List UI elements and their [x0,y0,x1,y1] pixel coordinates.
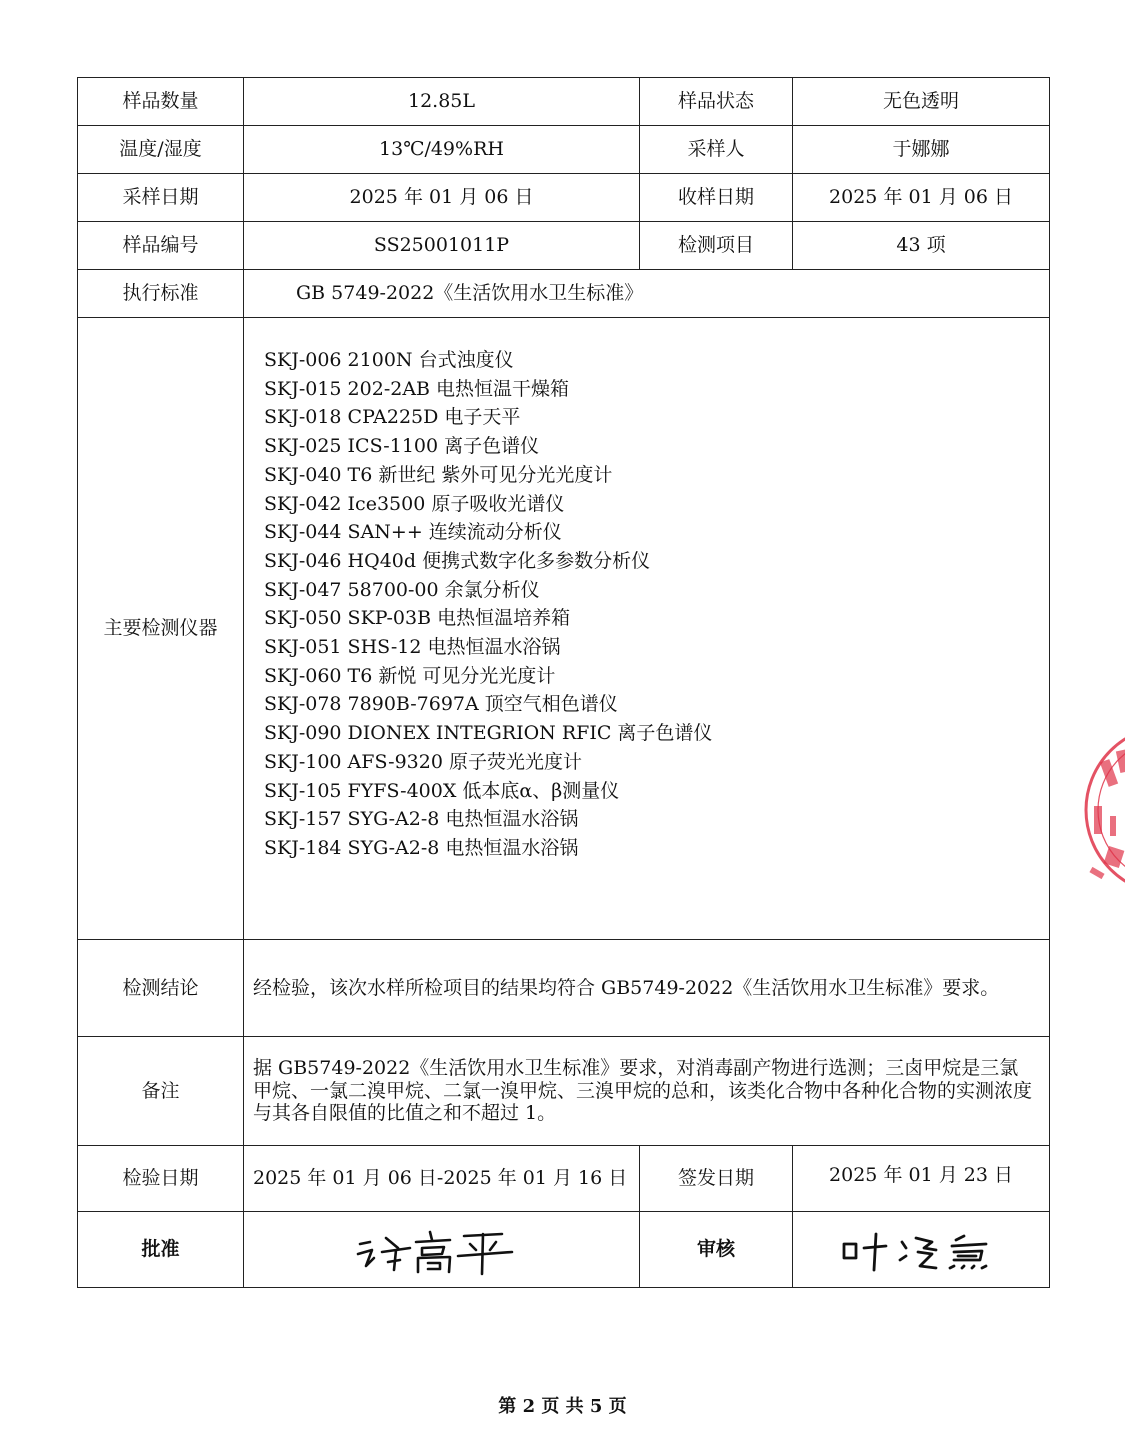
standard-label: 执行标准 [78,270,244,318]
instrument-item: SKJ-184 SYG-A2-8 电热恒温水浴锅 [264,836,579,859]
temp-label: 温度/湿度 [78,126,244,174]
state-value: 无色透明 [793,78,1050,126]
official-seal-icon [1082,720,1125,900]
receive-date-label: 收样日期 [640,174,793,222]
row-quantity [78,78,1050,126]
remark-label: 备注 [78,1037,244,1146]
instrument-item: SKJ-060 T6 新悦 可见分光光度计 [264,664,556,687]
sample-date-label: 采样日期 [78,174,244,222]
row-signatures [78,1212,1050,1288]
instrument-list [244,318,1050,940]
row-conclusion [78,940,1050,1037]
report-table [77,77,1050,1288]
approve-signature [244,1212,640,1288]
row-test-date [78,1146,1050,1212]
quantity-label: 样品数量 [78,78,244,126]
row-instruments [78,318,1050,940]
sampler-label: 采样人 [640,126,793,174]
row-temp [78,126,1050,174]
instrument-item: SKJ-100 AFS-9320 原子荧光光度计 [264,750,582,773]
reviewer-signature [836,1226,1006,1274]
instrument-item: SKJ-157 SYG-A2-8 电热恒温水浴锅 [264,808,579,831]
state-label: 样品状态 [640,78,793,126]
instrument-item: SKJ-018 CPA225D 电子天平 [264,406,521,429]
instrument-item: SKJ-051 SHS-12 电热恒温水浴锅 [264,636,561,659]
items-label: 检测项目 [640,222,793,270]
approver-signature [352,1222,532,1278]
standard-value: GB 5749-2022《生活饮用水卫生标准》 [244,270,1050,318]
instrument-item: SKJ-040 T6 新世纪 紫外可见分光光度计 [264,463,613,486]
conclusion-text: 经检验，该次水样所检项目的结果均符合 GB5749-2022《生活饮用水卫生标准》要求。 [244,940,1050,1037]
sample-date-value: 2025 年 01 月 06 日 [244,174,640,222]
row-sample-no [78,222,1050,270]
review-signature [793,1212,1050,1288]
test-date-value: 2025 年 01 月 06 日-2025 年 01 月 16 日 [244,1146,640,1212]
sample-no-value: SS25001011P [244,222,640,270]
issue-date-value: 2025 年 01 月 23 日 [793,1146,1050,1212]
instrument-item: SKJ-044 SAN++ 连续流动分析仪 [264,521,562,544]
quantity-value: 12.85L [244,78,640,126]
row-remark [78,1037,1050,1146]
items-value: 43 项 [793,222,1050,270]
receive-date-value: 2025 年 01 月 06 日 [793,174,1050,222]
instrument-item: SKJ-090 DIONEX INTEGRION RFIC 离子色谱仪 [264,722,713,745]
conclusion-label: 检测结论 [78,940,244,1037]
instrument-item: SKJ-046 HQ40d 便携式数字化多参数分析仪 [264,549,651,572]
approve-label: 批准 [78,1212,244,1288]
instrument-item: SKJ-050 SKP-03B 电热恒温培养箱 [264,607,571,630]
page-footer: 第 2 页 共 5 页 [498,1396,627,1417]
temp-value: 13℃/49%RH [244,126,640,174]
review-label: 审核 [640,1212,793,1288]
issue-date-label: 签发日期 [640,1146,793,1212]
instrument-item: SKJ-042 Ice3500 原子吸收光谱仪 [264,492,565,515]
instrument-item: SKJ-047 58700-00 余氯分析仪 [264,578,540,601]
instrument-item: SKJ-025 ICS-1100 离子色谱仪 [264,435,540,458]
instrument-item: SKJ-105 FYFS-400X 低本底α、β测量仪 [264,779,620,802]
instruments-label: 主要检测仪器 [78,318,244,940]
row-dates [78,174,1050,222]
test-date-label: 检验日期 [78,1146,244,1212]
row-standard [78,270,1050,318]
instrument-item: SKJ-006 2100N 台式浊度仪 [264,349,514,371]
sample-no-label: 样品编号 [78,222,244,270]
instrument-item: SKJ-015 202-2AB 电热恒温干燥箱 [264,377,570,400]
instrument-item: SKJ-078 7890B-7697A 顶空气相色谱仪 [264,693,618,716]
remark-text: 据 GB5749-2022《生活饮用水卫生标准》要求，对消毒副产物进行选测；三卤甲烷是三氯甲烷、一氯二溴甲烷、二氯一溴甲烷、三溴甲烷的总和，该类化合物中各种化合物的实测浓度与其各自限值的比值之和不超过 1。 [244,1037,1050,1146]
sampler-value: 于娜娜 [793,126,1050,174]
